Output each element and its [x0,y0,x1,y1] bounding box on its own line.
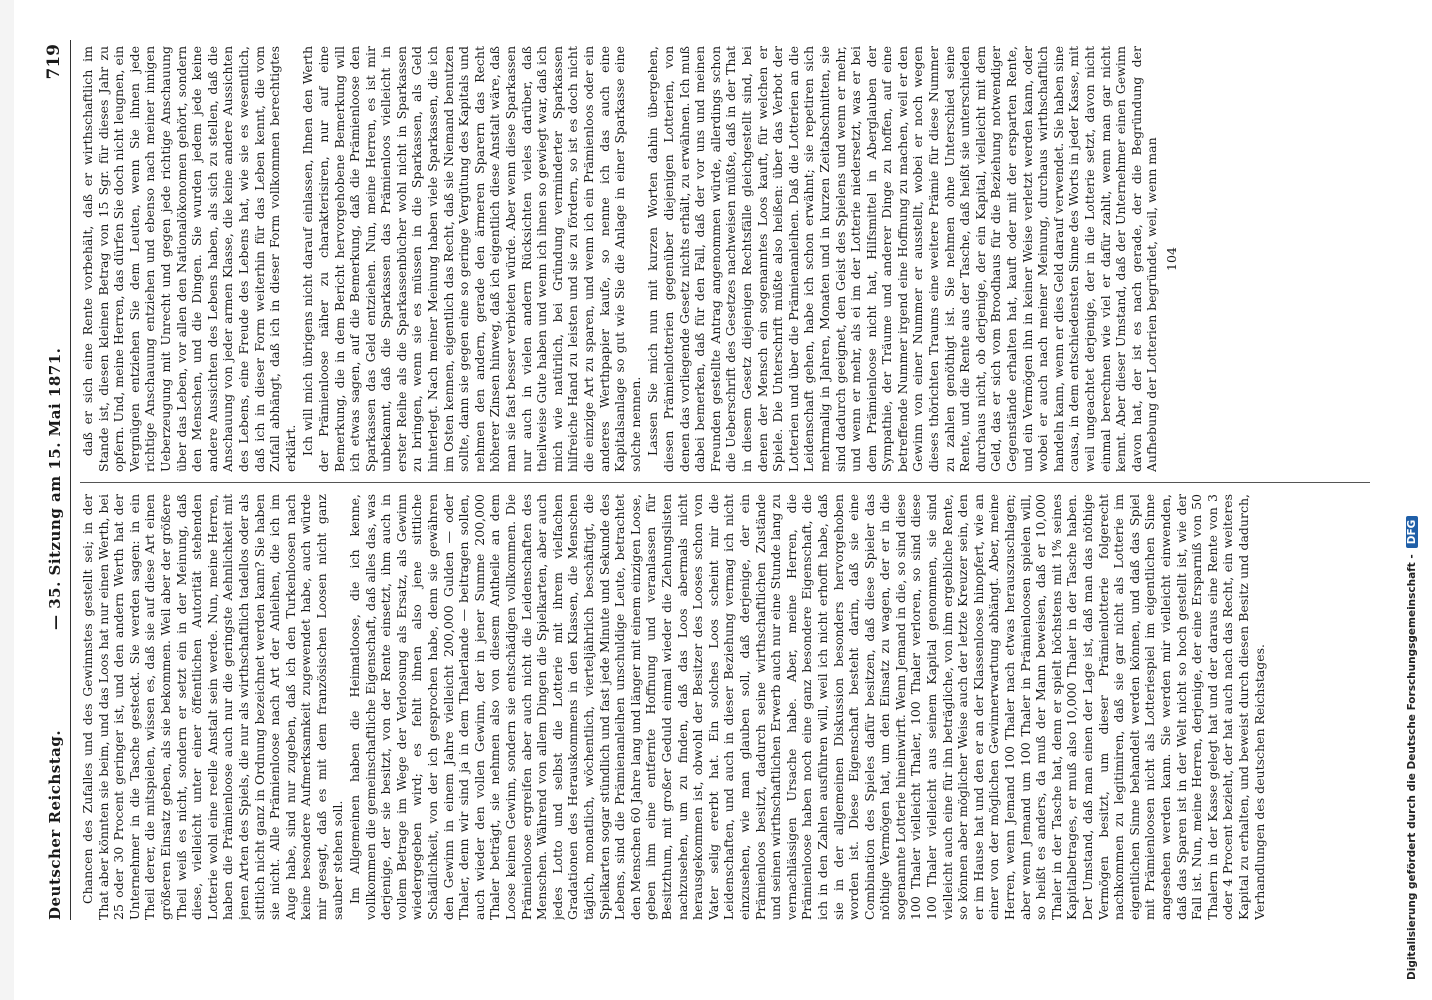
text-column-right [80,46,1370,472]
running-title: Deutscher Reichstag. [46,729,64,920]
paragraph: Im Allgemeinen haben die Heimatloose, die ich kenne, vollkommen die gemeinschaftliche Eigenschaft, daß alles das, was derjenige, der sie besitzt, von der Rente einsetzt, ihm auch in vollem Betrage im Wege der Verloosung als Ersatz, als Gewinn wiedergegeben wird; es fehlt ihnen also jene sittliche Schädlichkeit, von der ich gesprochen habe, denn sie gewähren den Gewinn in einem Jahre vielleicht 200,000 Gulden — oder Thaler, denn wir sind ja in dem Thalerlande — beitragen sollen, auch wieder den vollen Gewinn, der in jener Summe 200,000 Thaler beträgt, sie nehmen also von diesem Antheile an dem Loose keinen Gewinn, sondern sie entschädigen vollkommen. Die Prämienloose ergreifen aber auch nicht die Leidenschaften des Menschen. Während von allem Dingen die Spielkarten, aber auch jedes Lotto und selbst die Lotterie mit ihrem vielfachen Gradationen des Herauskommens in den Klassen, die Menschen täglich, monatlich, wöchentlich, vierteljährlich beschäftigt, die Spielkarten sogar stündlich und fast jede Minute und Sekunde des Lebens, sind die Prämienanleihen unschuldige Leute, betrachtet den Menschen 60 Jahre lang und länger mit einem einzigen Loose, geben ihm eine entfernte Hoffnung und veranlassen für Besitzthum, mit großer Geduld einmal wieder die Ziehungslisten nachzusehen, um zu finden, daß das Loos abermals nicht herausgekommen ist, obwohl der Besitzer des Looses schon von Vater selig ererbt hat. Ein solches Loos scheint mir die Leidenschaften, und auch in dieser Beziehung vermag ich nicht einzusehen, wie man glauben soll, daß derjenige, der ein Prämienloos besitzt, dadurch seine wirthschaftlichen Zustände und seinen wirthschaftlichen Erwerb auch nur eine Stunde lang zu vernachlässigen Ursache habe. Aber, meine Herren, die Prämienloose haben noch eine ganz besondere Eigenschaft, die ich in den Zahlen ausführen will, weil ich nicht erhofft habe, daß sie in der allgemeinen Diskussion besonders hervorgehoben worden ist. Diese Eigenschaft besteht darin, daß sie eine Combination des Spieles dafür besitzen, daß diese Spieler das nöthige Vermögen hat, um den Einsatz zu wagen, der er in die sogenannte Lotterie hineinwirft. Wenn Jemand in die, so sind diese 100 Thaler vielleicht Thaler, 100 Thaler verloren, so sind diese 100 Thaler vielleicht aus seinem Kapital genommen, sie sind vielleicht auch eine für ihn beträgliche, von ihm ergebliche Rente, so können aber möglicher Weise auch der letzte Kreuzer sein, den er im Hause hat und den er an der Klassenloose hinopfert, wie an einer von der möglichen Gewinnerwartung abhängt. Aber, meine Herren, wenn Jemand 100 Thaler nach etwas herauszuschlagen; aber wenn Jemand um 100 Thaler in Prämienloosen spielen will, so heißt es anders, da muß der Mann beweisen, daß er 10,000 Thaler in der Tasche hat, denn er spielt höchstens mit 1% seines Kapitalbetrages, er muß also 10,000 Thaler in der Tasche haben. Der Umstand, daß man einen der Lage ist, daß man das nöthige Vermögen besitzt, um dieser Prämienlotterie folgerecht nachkommen zu legitimiren, daß sie gar nicht als Lotterie im eigentlichen Sinne behandelt werden können, und daß das Spiel mit Prämienloosen nicht als Lotteriespiel im eigentlichen Sinne angesehen werden kann. Sie werden mir vielleicht einwenden, daß das Sparen ist in der Welt nicht so hoch gestellt ist, wie der Fall ist. Nun, meine Herren, derjenige, der eine Ersparniß von 50 Thalern in der Kasse gelegt hat und der daraus eine Rente von 3 oder 4 Procent bezieht, der hat auch nach das Recht, ein weiteres Kapital zu erhalten, und beweist durch diesen Besitz und dadurch, Verhandlungen des deutschen Reichstages. [347,494,1267,920]
page-header [40,40,71,920]
paragraph: daß er sich eine Rente vorbehält, daß er wirthschaftlich im Stande ist, diesen kleinen Betrag von 15 Sgr. für dieses Jahr zu opfern. Und, meine Herren, das dürfen Sie doch nicht leugnen, ein Vergnügen entziehen Sie dem Leuten, wenn Sie ihnen jede richtige Anschauung entziehen und ebenso nach meiner innigen Ueberzeugung mit Unrecht und gegen jede richtige Anschauung über das Leben, vor allen den Nationalökonomen gehört, sondern den Menschen, und die Dingen. Sie wurden jedem jede keine andere Aussichten des Lebens haben, als sich zu stellen, daß die Anschauung von jeder armen Klasse, die keine andere Aussichten des Lebens, eine Freude des Lebens hat, wie sie es wesentlich, daß ich in dieser Form weiterhin für das Leben kennt, die vom Zufall abhängt, daß ich in dieser Form vollkommen berechtigtes erklärt. [80,46,298,472]
credit-text: Digitalisierung gefördert durch die Deutsche Forschungsgemeinschaft - [1406,554,1418,980]
session-line: — 35. Sitzung am 15. Mai 1871. [46,347,64,630]
paragraph: Ich will mich übrigens nicht darauf einlassen, Ihnen den Werth der Prämienloose näher zu charakterisiren, nur auf eine Bemerkung, die in dem Bericht hervorgehobene Bemerkung will ich etwas sagen, auf die Bemerkung, daß die Prämienloose den Sparkassen das Geld entziehen. Nun, meine Herren, es ist mir unbekannt, daß die Sparkassen das Prämienloos vielleicht in erster Reihe als die Sparkassenbücher wohl nicht in Sparkassen zu bringen, wenn sie es müssen in die Sparkassen, als Geld hinterlegt. Nach meiner Meinung haben viele Sparkassen, die ich im Osten kennen, eigentlich das Recht, daß sie Niemand benutzen sollte, dann sie gegen eine so geringe Vergütung des Kapitals und nehmen den andern, gerade den ärmeren Sparern das Recht höherer Zinsen hinweg, daß ich eigentlich diese Anstalt wäre, daß man sie fast besser verbieten würde. Aber wenn diese Sparkassen nur auch in vielen andern Rücksichten vieles darüber, daß theilweise Gute haben und wenn ich ihnen so gewiegt war, daß ich mich wie natürlich, bei Gründung verminderter Sparkassen hilfreiche Hand zu leisten und sie zu fördern, so ist es doch nicht die einzige Art zu sparen, und wenn ich ein Prämienloos oder ein anderes Werthpapier kaufe, so nenne ich das auch eine Kapitalsanlage so gut wie Sie die Anlage in einer Sparkasse eine solche nennen. [300,46,643,472]
paragraph: Lassen Sie mich nun mit kurzen Worten dahin übergehen, diesen Prämienlotterien gegenüber diejenigen Lotterien, von denen das vorliegende Gesetz nichts erhält, zu erwähnen. Ich muß dabei bemerken, daß für den Fall, daß der vor uns und meinen Freunden gestellte Antrag angenommen würde, allerdings schon die Ueberschrift des Gesetzes nachweisen müßte, daß in der That in diesem Gesetz diejenigen Rechtsfälle gleichgestellt sind, bei denen der Mensch ein sogenanntes Loos kauft, für welchen er Spiele. Die Unterschrift müßte also heißen: über das Verbot der Lotterien und über die Prämienanleihen. Daß die Lotterien an die Leidenschaft gehen, habe ich schon erwähnt; sie repetiren sich mehrmalig in Jahren, Monaten und in kurzen Zeitabschnitten, sie sind dadurch geeignet, den Geist des Spielens und wenn er mehr, und wenn er mehr, als ei im der Lotterie niedersetzt, was er bei dem Prämienloose nicht hat, Hilfsmittel in Aberglauben der Sympathie, der Träume und anderer Dinge zu hoffen, auf eine betreffende Nummer irgend eine Hoffnung zu machen, weil er den Gewinn von einer Nummer er ausstellt, wobei er noch wegen dieses thörichten Traums eine weitere Prämie für diese Nummer zu zahlen genöthigt ist. Sie nehmen ohne Unterschied seine Rente, und die Rente aus der Tasche, daß heißt sie unterschieden durchaus nicht, ob derjenige, der ein Kapital, vielleicht mit dem Geld, das er sich vom Broodhaus für die Beziehung notwendiger Gegenstände erhalten hat, kauft oder mit der ersparten Rente, und ein Vermögen ihn in keiner Weise verletzt werden kann, oder wobei er auch nach meiner Meinung, durchaus wirthschaftlich handeln kann, wenn er dies Geld darauf verwendet. Sie haben sine causa, in dem entschiedensten Sinne des Worts in jeder Kasse, mit weil ungeachtet derjenige, der in die Lotterie setzt, davon nicht einmal berechnen wie viel er dafür zahlt, wenn man gar nicht kennt. Aber dieser Umstand, daß der Unternehmer einen Gewinn davon hat, der ist es nach gerade, der die Begründung der Aufhebung der Lotterien begründet, weil, wenn man [645,46,1160,472]
column-divider [80,482,1370,483]
scanned-page [40,40,1380,920]
page-number: 719 [44,44,64,80]
scan-edge [0,0,14,1000]
digitization-credit [1406,20,1418,980]
paragraph: Chancen des Zufalles und des Gewinnstes gestellt sei; in der That aber könnten sie beim, und das Loos hat nur einen Werth, bei 25 oder 30 Procent geringer ist, und den andern Werth hat der Unternehmer in die Tasche gesteckt. Sie werden sagen: in ein Theil derer, die mitspielen, wissen es, daß sie auf diese Art einen größeren Einsatz geben, als sie bekommen. Weil aber der größere Theil weiß es nicht, sondern er setzt ein in der Meinung, daß diese, vielleicht unter einer öffentlichen Autorität stehenden Lotterie wohl eine reelle Anstalt sein werde. Nun, meine Herren, haben die Prämienloose auch nur die geringste Aehnlichkeit mit jenen Arten des Spiels, die nur als wirthschaftlich tadellos oder als sittlich nicht ganz in Ordnung bezeichnet werden kann? Sie haben sie nicht. Alle Prämienloose nach Art der Anleihen, die ich im Auge habe, sind nur zugeben, daß ich den Turkenloosen nach keine besondere Aufmerksamkeit zugewendet habe, auch würde mir gesagt, daß es mit dem französischen Loosen nicht ganz sauber stehen soll. [80,494,345,920]
text-column-left [80,494,1370,920]
dfg-logo: DFG [1406,516,1418,549]
sheet-number: 104 [1163,247,1179,271]
